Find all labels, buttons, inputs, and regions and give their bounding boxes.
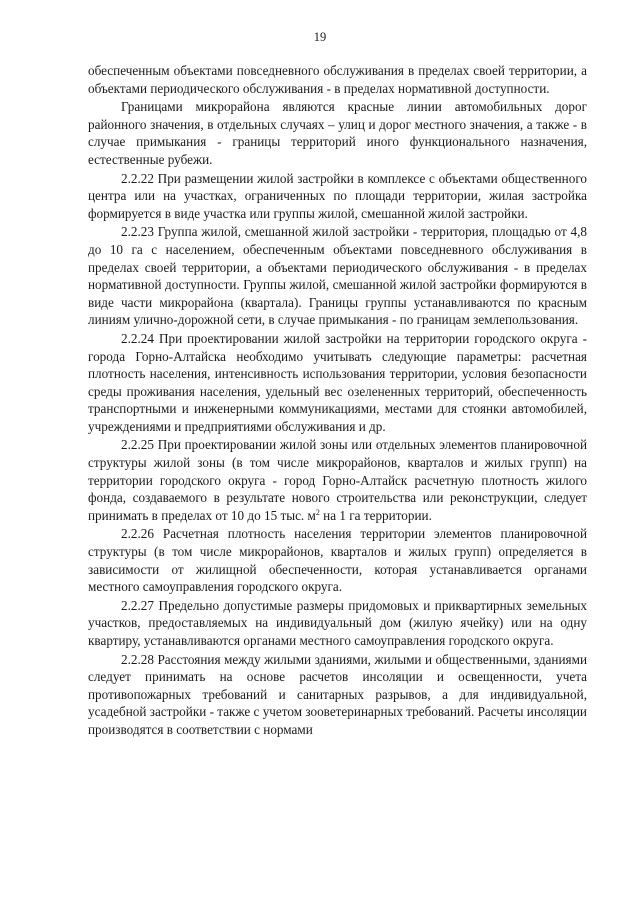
paragraph-continuation: обеспеченным объектами повседневного обслуживания в пределах своей территории, а объектами периодического обслуживания - в пределах нормативной доступности. (88, 63, 587, 96)
superscript-square: 2 (315, 507, 320, 517)
body-text (88, 62, 587, 739)
paragraph-2-2-25-tail: на 1 га территории. (319, 507, 432, 523)
paragraph-2-2-25 (88, 436, 587, 524)
paragraph-2-2-23: 2.2.23 Группа жилой, смешанной жилой застройки - территория, площадью от 4,8 до 10 га с населением, обеспеченным объектами повседневного обслуживания в пределах своей территории, а объектами периодического обслуживания - в пределах нормативной доступности. Группы жилой, смешанной жилой застройки формируются в виде части микрорайона (квартала). Границы группы устанавливаются по красным линиям улично-дорожной сети, в случае примыкания - по границам землепользования. (88, 224, 587, 328)
page-number: 19 (313, 30, 327, 44)
paragraph-2-2-27: 2.2.27 Предельно допустимые размеры придомовых и приквартирных земельных участков, предоставляемых на индивидуальный дом (жилую ячейку) или на одну квартиру, устанавливаются органами местного самоуправления городского округа. (88, 597, 587, 648)
paragraph-2-2-24: 2.2.24 При проектировании жилой застройки на территории городского округа - города Горно-Алтайска необходимо учитывать следующие параметры: расчетная плотность населения, интенсивность использования территории, условия безопасности среды проживания населения, удельный вес озелененных территорий, обеспеченность транспортными и инженерными коммуникациями, местами для стоянки автомобилей, учреждениями и предприятиями обслуживания и др. (88, 330, 587, 434)
paragraph-2-2-28: 2.2.28 Расстояния между жилыми зданиями, жилыми и общественными, зданиями следует принимать на основе расчетов инсоляции и освещенности, учета противопожарных требований и санитарных разрывов, а для индивидуальной, усадебной застройки - также с учетом зооветеринарных требований. Расчеты инсоляции производятся в соответствии с нормами (88, 651, 587, 737)
paragraph-2-2-22: 2.2.22 При размещении жилой застройки в комплексе с объектами общественного центра или на участках, ограниченных по площади территории, жилая застройка формируется в виде участка или группы жилой, смешанной жилой застройки. (88, 170, 587, 221)
paragraph-2-2-26: 2.2.26 Расчетная плотность населения территории элементов планировочной структуры (в том числе микрорайонов, кварталов и жилых групп) определяется в зависимости от жилищной обеспеченности, которая устанавливается органами местного самоуправления городского округа. (88, 526, 587, 595)
paragraph-2-2-25-text: 2.2.25 При проектировании жилой зоны или отдельных элементов планировочной структуры жилой зоны (в том числе микрорайонов, кварталов и жилых групп) на территории городского округа - город Горно-Алтайск расчетную плотность жилого фонда, создаваемого в результате нового строительства или реконструкции, следует принимать в пределах от 10 до 15 тыс. м (88, 437, 587, 523)
paragraph-microdistrict-borders: Границами микрорайона являются красные линии автомобильных дорог районного значения, в отдельных случаях – улиц и дорог местного значения, а также - в случае примыкания - границы территорий иного функционального назначения, естественные рубежи. (88, 99, 587, 167)
